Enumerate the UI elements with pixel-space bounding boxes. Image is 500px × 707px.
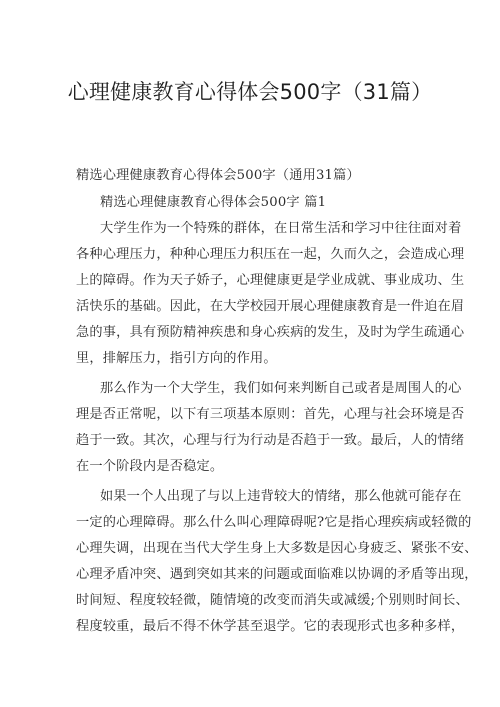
body-line: 心理失调，出现在当代大学生身上大多数是因心身疲乏、紧张不安、 [76, 541, 478, 556]
document-title: 心理健康教育心得体会500字（31篇） [67, 80, 433, 104]
body-line: 时间短、程度较轻微，随情境的改变而消失或减缓;个别则时间长、 [76, 593, 469, 608]
body-line: 大学生作为一个特殊的群体，在日常生活和学习中往往面对着 [100, 221, 462, 236]
body-line: 活快乐的基础。因此，在大学校园开展心理健康教育是一件迫在眉 [76, 299, 465, 314]
body-line: 程度较重，最后不得不休学甚至退学。它的表现形式也多种多样， [76, 619, 465, 634]
body-line: 理是否正常呢，以下有三项基本原则：首先，心理与社会环境是否 [76, 407, 465, 422]
body-line: 如果一个人出现了与以上违背较大的情绪，那么他就可能存在 [100, 489, 462, 504]
body-line: 趋于一致。其次，心理与行为行动是否趋于一致。最后，人的情绪 [76, 433, 465, 448]
body-line: 各种心理压力，种种心理压力积压在一起，久而久之，会造成心理 [76, 247, 465, 262]
body-line: 里，排解压力，指引方向的作用。 [76, 351, 277, 366]
body-line: 急的事，具有预防精神疾患和身心疾病的发生，及时为学生疏通心 [76, 325, 465, 340]
body-line: 那么作为一个大学生，我们如何来判断自己或者是周围人的心 [100, 381, 462, 396]
document-subtitle: 精选心理健康教育心得体会500字（通用31篇） [76, 168, 360, 183]
body-line: 在一个阶段内是否稳定。 [76, 459, 224, 474]
body-line: 上的障碍。作为天子娇子，心理健康更是学业成就、事业成功、生 [76, 273, 465, 288]
section-heading: 精选心理健康教育心得体会500字 篇1 [100, 195, 327, 210]
body-line: 一定的心理障碍。那么什么叫心理障碍呢?它是指心理疾病或轻微的 [76, 515, 472, 530]
body-line: 心理矛盾冲突、遇到突如其来的问题或面临难以协调的矛盾等出现， [76, 567, 478, 582]
